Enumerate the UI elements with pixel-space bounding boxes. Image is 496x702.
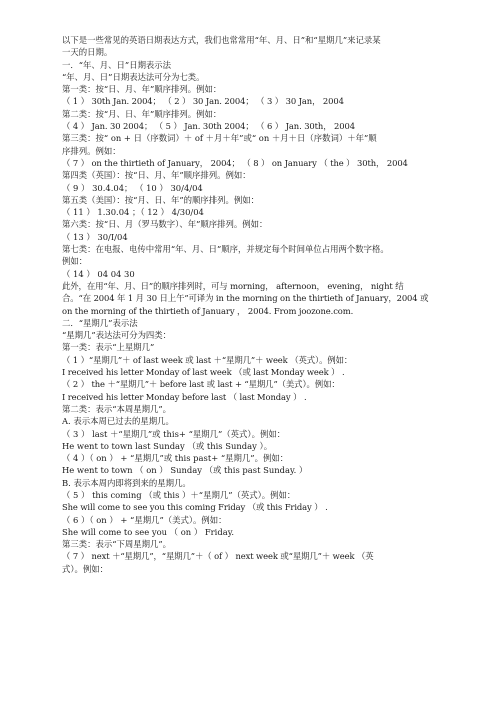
- text-line: （ 2 ） the ＋“星期几”＋ before last 或 last + “星期几”（美式）。例如：: [62, 379, 340, 390]
- example-line: （ 9 ） 30.4.04； （ 10 ） 30/4/04: [62, 182, 203, 193]
- text-line: （ 7 ） next ＋“星期几”，“星期几”＋（ of ） next week 或“星期几”＋ week （英: [62, 551, 374, 562]
- text-line: 第一类：按“日、月、年”顺序排列。例如：: [62, 84, 222, 95]
- text-line: “星期几”表达法可分为四类：: [62, 330, 172, 341]
- example-line: （ 4 ） Jan. 30 2004； （ 5 ） Jan. 30th 2004； （ 6 ） Jan. 30th， 2004: [62, 121, 355, 132]
- text-line: A. 表示本周已过去的星期几。: [62, 416, 174, 427]
- text-line-intro-2: 一天的日期。: [62, 47, 113, 58]
- text-line: 第二类：表示“本周星期几”。: [62, 403, 172, 414]
- text-line: 第三类：表示“下周星期几”。: [62, 539, 172, 550]
- text-line: （ 3 ） last ＋“星期几”或 this+ “星期几”（英式）。例如：: [62, 428, 286, 439]
- example-line: （ 7 ） on the thirtieth of January， 2004； （ 8 ） on January （ the ） 30th， 2004: [62, 157, 408, 168]
- text-line: 第七类：在电报、电传中常用“年、月、日”顺序，并规定每个时间单位占用两个数字格。: [62, 244, 389, 255]
- text-line: 式）。例如：: [62, 563, 109, 574]
- text-line: “年、月、日”日期表达法可分为七类。: [62, 71, 205, 82]
- text-line: （ 5 ） this coming （或 this ）＋“星期几”（英式）。例如：: [62, 489, 296, 500]
- text-line: 第四类（英国）：按“日、月、年”顺序排列。例如：: [62, 170, 251, 181]
- text-line: 序排列。例如：: [62, 145, 121, 156]
- text-line: （ 1 ）“星期几”＋ of last week 或 last ＋“星期几”＋ week （英式）。例如：: [62, 354, 353, 365]
- example-line: （ 11 ） 1.30.04 ；（ 12 ） 4/30/04: [62, 207, 204, 218]
- text-line: 第六类：按“日、月（罗马数字）、年”顺序排列。例如：: [62, 219, 268, 230]
- example-sentence: I received his letter Monday before last （ last Monday ） .: [62, 391, 307, 402]
- text-line-intro-1: 以下是一些常见的英语日期表达方式，我们也常常用“年、月、日”和“星期几”来记录某: [62, 35, 381, 45]
- text-line: 例如：: [62, 256, 88, 267]
- text-line: （ 6 ）（ on ） + “星期几”（美式）。例如：: [62, 514, 227, 525]
- text-line: 合。“在 2004 年 1 月 30 日上午”可译为 in the morning on the thirtieth of January，2004 或: [62, 293, 429, 304]
- text-line: （ 4 ）（ on ） + “星期几”或 this past+ “星期几”。例如：: [62, 453, 289, 464]
- text-line: 第三类：按“ on + 日（序数词）＋ of ＋月＋年”或“ on ＋月＋日（序数词）＋年”顺: [62, 133, 377, 144]
- text-line: on the morning of the thirtieth of January ， 2004. From joozone.com.: [62, 305, 354, 316]
- example-sentence: She will come to see you this coming Friday （或 this Friday ） .: [62, 502, 328, 513]
- text-line: 第二类：按“月、日、年”顺序排列。例如：: [62, 108, 222, 119]
- example-sentence: He went to town （ on ） Sunday （或 this past Sunday. ）: [62, 465, 308, 476]
- text-line: 第一类：表示“上星期几”: [62, 342, 155, 353]
- example-sentence: I received his letter Monday of last week （或 last Monday week ） .: [62, 367, 345, 378]
- text-line: 此外，在用“年、月、日”的顺序排列时，可与 morning， afternoon， evening， night 结: [62, 280, 404, 291]
- text-line: B. 表示本周内即将到来的星期几。: [62, 477, 191, 488]
- section-heading-1: 一．“年、月、日”日期表示法: [62, 59, 172, 70]
- example-line: （ 1 ） 30th Jan. 2004； （ 2 ） 30 Jan. 2004； （ 3 ） 30 Jan， 2004: [62, 96, 344, 107]
- example-line: （ 14 ） 04 04 30: [62, 268, 135, 279]
- text-line: 第五类（美国）：按“月、日、年”的顺序排列。例如：: [62, 194, 259, 205]
- example-sentence: He went to town last Sunday （或 this Sunday ）。: [62, 440, 273, 451]
- example-sentence: She will come to see you （ on ） Friday.: [62, 526, 234, 537]
- example-line: （ 13 ） 30/I/04: [62, 231, 128, 242]
- section-heading-2: 二．“星期几”表示法: [62, 317, 138, 328]
